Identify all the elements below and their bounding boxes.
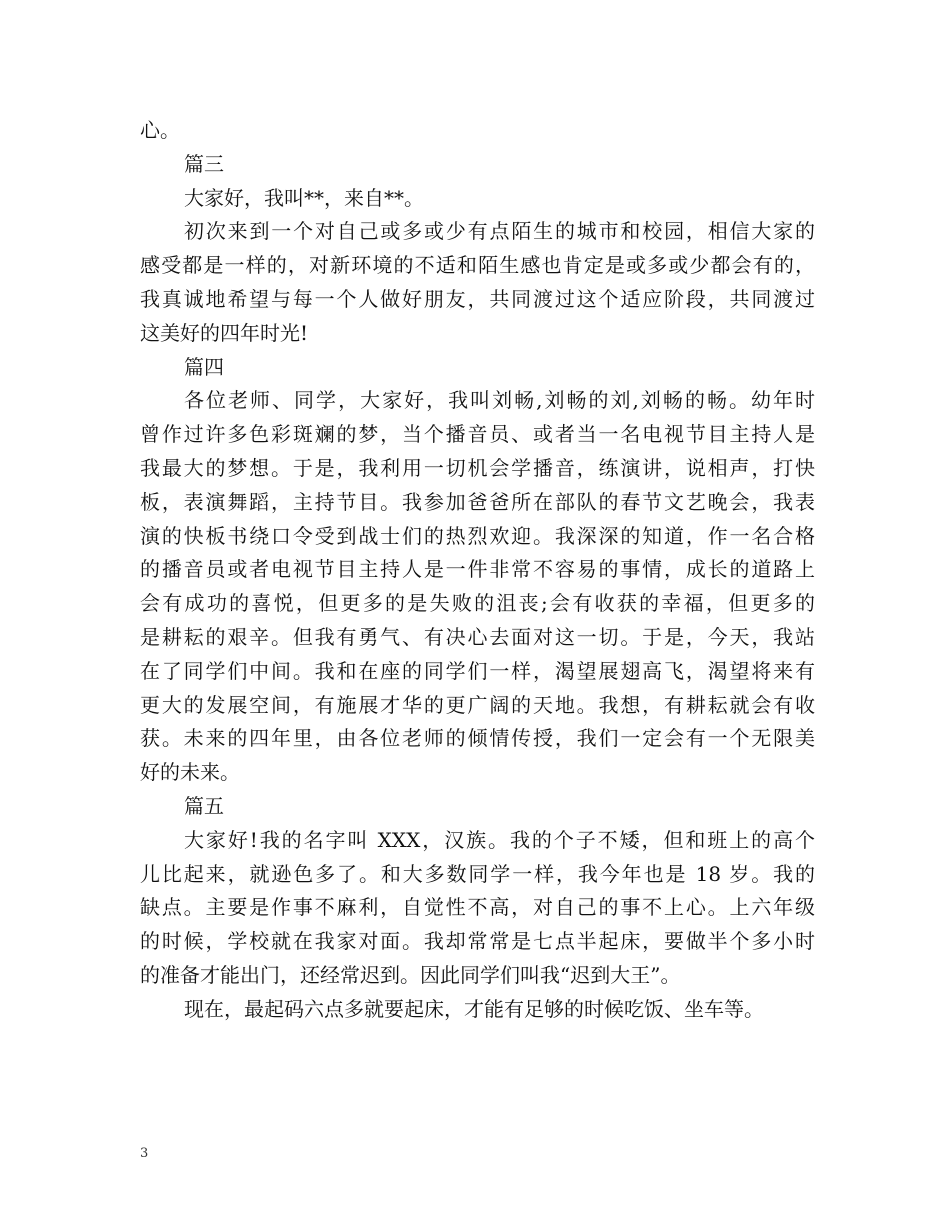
text-line: 是耕耘的艰辛。但我有勇气、有决心去面对这一切。于是，今天，我站 xyxy=(140,624,815,649)
text-line: 的时候，学校就在我家对面。我却常常是七点半起床，要做半个多小时 xyxy=(140,929,815,954)
document-body xyxy=(140,114,815,1027)
page-number: 3 xyxy=(140,1146,149,1161)
text-line: 更大的发展空间，有施展才华的更广阔的天地。我想，有耕耘就会有收 xyxy=(140,692,815,717)
text-line: 我最大的梦想。于是，我利用一切机会学播音，练演讲，说相声，打快 xyxy=(140,455,815,480)
text-line: 篇四 xyxy=(184,354,224,379)
text-line: 的播音员或者电视节目主持人是一件非常不容易的事情，成长的道路上 xyxy=(140,557,815,582)
text-line: 大家好!我的名字叫 XXX，汉族。我的个子不矮，但和班上的高个 xyxy=(184,827,815,852)
text-line: 板，表演舞蹈，主持节目。我参加爸爸所在部队的春节文艺晚会，我表 xyxy=(140,489,815,514)
text-line: 会有成功的喜悦，但更多的是失败的沮丧;会有收获的幸福，但更多的 xyxy=(140,591,815,616)
text-line: 初次来到一个对自己或多或少有点陌生的城市和校园，相信大家的 xyxy=(184,219,815,244)
text-line: 现在，最起码六点多就要起床，才能有足够的时候吃饭、坐车等。 xyxy=(184,996,764,1021)
text-line: 演的快板书绕口令受到战士们的热烈欢迎。我深深的知道，作一名合格 xyxy=(140,523,815,548)
text-line: 篇三 xyxy=(184,151,224,176)
text-line: 的准备才能出门，还经常迟到。因此同学们叫我“迟到大王”。 xyxy=(140,962,681,987)
text-line: 好的未来。 xyxy=(140,760,240,785)
text-line: 心。 xyxy=(140,118,180,142)
text-line: 获。未来的四年里，由各位老师的倾情传授，我们一定会有一个无限美 xyxy=(140,726,815,751)
text-line: 曾作过许多色彩斑斓的梦，当个播音员、或者当一名电视节目主持人是 xyxy=(140,422,815,447)
text-line: 这美好的四年时光! xyxy=(140,320,309,345)
text-line: 篇五 xyxy=(184,793,224,818)
text-line: 缺点。主要是作事不麻利，自觉性不高，对自己的事不上心。上六年级 xyxy=(140,895,815,920)
text-line: 各位老师、同学，大家好，我叫刘畅,刘畅的刘,刘畅的畅。幼年时 xyxy=(184,388,815,413)
text-line: 在了同学们中间。我和在座的同学们一样，渴望展翅高飞，渴望将来有 xyxy=(140,658,815,683)
text-line: 感受都是一样的，对新环境的不适和陌生感也肯定是或多或少都会有的， xyxy=(140,253,815,278)
text-line: 我真诚地希望与每一个人做好朋友，共同渡过这个适应阶段，共同渡过 xyxy=(140,286,815,311)
text-line: 儿比起来，就逊色多了。和大多数同学一样，我今年也是 18 岁。我的 xyxy=(140,861,815,886)
text-line: 大家好，我叫**，来自**。 xyxy=(184,185,424,210)
